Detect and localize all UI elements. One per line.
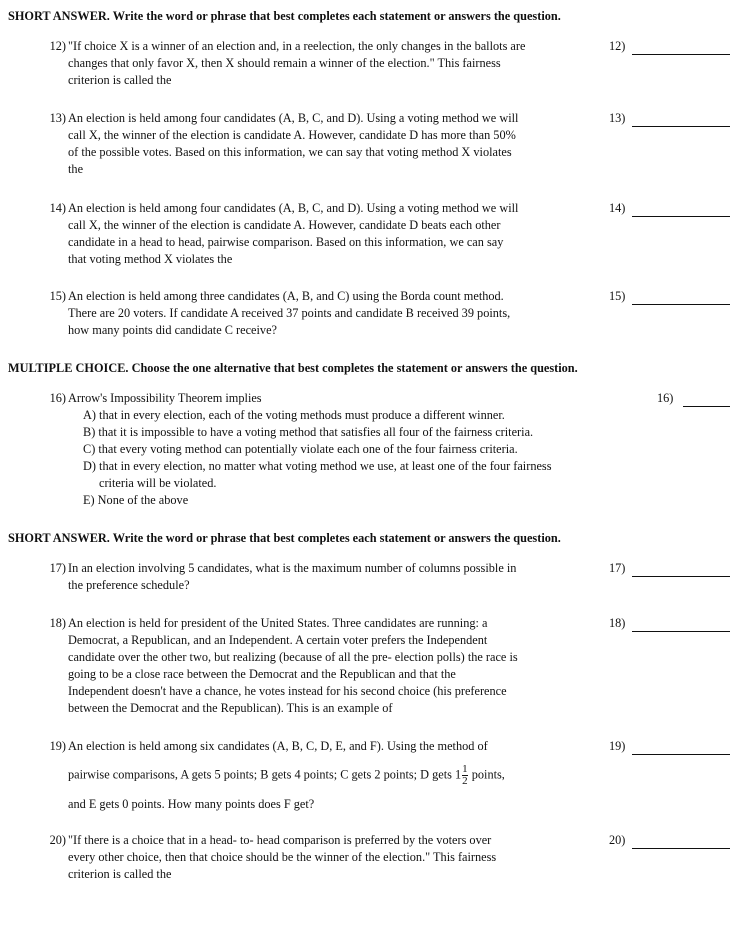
option-d-continued: criteria will be violated. (99, 476, 217, 490)
section-heading-short-answer-2: SHORT ANSWER. Write the word or phrase that best completes each statement or answers the question. (8, 531, 561, 545)
answer-blank[interactable] (632, 54, 730, 55)
question-line: changes that only favor X, then X should remain a winner of the election." This fairness (68, 56, 501, 70)
question-text (68, 832, 598, 883)
question-line: An election is held among four candidates (A, B, C, and D). Using a voting method we will (68, 111, 519, 125)
question-line: that voting method X violates the (68, 252, 233, 266)
question-stem: Arrow's Impossibility Theorem implies (68, 391, 262, 405)
question-number: 14) (49, 201, 66, 215)
answer-blank[interactable] (632, 576, 730, 577)
question-line-with-fraction (68, 764, 598, 787)
question-line: criterion is called the (68, 73, 172, 87)
answer-label: 14) (609, 201, 626, 215)
question-line: the preference schedule? (68, 578, 190, 592)
question-line: the (68, 162, 84, 176)
question-text (68, 38, 598, 89)
question-line: how many points did candidate C receive? (68, 323, 277, 337)
question-line: Independent doesn't have a chance, he votes instead for his second choice (his preference (68, 684, 507, 698)
question-line: and E gets 0 points. How many points does F get? (68, 797, 315, 811)
question-line: An election is held among three candidates (A, B, and C) using the Borda count method. (68, 289, 504, 303)
question-number: 12) (49, 39, 66, 53)
question-text (68, 110, 598, 178)
question-line-part: pairwise comparisons, A gets 5 points; B gets 4 points; C gets 2 points; D gets 1 (68, 767, 462, 782)
answer-label: 16) (657, 391, 674, 405)
question-line: candidate over the other two, but realizing (because of all the pre- election polls) the race is (68, 650, 518, 664)
option-a[interactable]: A) that in every election, each of the voting methods must produce a different winner. (83, 408, 505, 422)
option-c[interactable]: C) that every voting method can potentially violate each one of the four fairness criteria. (83, 442, 518, 456)
answer-label: 18) (609, 616, 626, 630)
fraction-one-half (462, 764, 468, 787)
answer-label: 19) (609, 739, 626, 753)
answer-blank[interactable] (632, 754, 730, 755)
question-line: In an election involving 5 candidates, what is the maximum number of columns possible in (68, 561, 517, 575)
question-text (68, 288, 598, 339)
question-line: call X, the winner of the election is candidate A. However, candidate D has more than 50% (68, 128, 516, 142)
question-line: going to be a close race between the Democrat and the Republican and that the (68, 667, 456, 681)
question-number: 13) (49, 111, 66, 125)
section-heading-short-answer-1: SHORT ANSWER. Write the word or phrase that best completes each statement or answers the question. (8, 9, 561, 23)
answer-label: 12) (609, 39, 626, 53)
question-line: every other choice, then that choice should be the winner of the election." This fairness (68, 850, 497, 864)
answer-label: 17) (609, 561, 626, 575)
option-d[interactable]: D) that in every election, no matter what voting method we use, at least one of the four fairness (83, 459, 552, 473)
question-line: criterion is called the (68, 867, 172, 881)
fraction-numerator: 1 (462, 763, 468, 775)
question-line: candidate in a head to head, pairwise comparison. Based on this information, we can say (68, 235, 504, 249)
answer-blank[interactable] (683, 406, 730, 407)
answer-blank[interactable] (632, 631, 730, 632)
option-b[interactable]: B) that it is impossible to have a voting method that satisfies all four of the fairness criteria. (83, 425, 534, 439)
question-line: between the Democrat and the Republican). This is an example of (68, 701, 393, 715)
question-text (68, 738, 598, 813)
question-line: "If choice X is a winner of an election and, in a reelection, the only changes in the ballots are (68, 39, 526, 53)
question-line: There are 20 voters. If candidate A received 37 points and candidate B received 39 points, (68, 306, 511, 320)
answer-blank[interactable] (632, 304, 730, 305)
answer-label: 13) (609, 111, 626, 125)
answer-label: 20) (609, 833, 626, 847)
question-line: Democrat, a Republican, and an Independent. A certain voter prefers the Independent (68, 633, 488, 647)
question-number: 20) (49, 833, 66, 847)
question-line: of the possible votes. Based on this information, we can say that voting method X violates (68, 145, 512, 159)
question-number: 18) (49, 616, 66, 630)
question-number: 16) (49, 391, 66, 405)
question-line: An election is held for president of the United States. Three candidates are running: a (68, 616, 488, 630)
question-text (68, 560, 598, 594)
answer-label: 15) (609, 289, 626, 303)
answer-blank[interactable] (632, 216, 730, 217)
question-line: An election is held among six candidates (A, B, C, D, E, and F). Using the method of (68, 739, 488, 753)
answer-blank[interactable] (632, 848, 730, 849)
question-text (68, 200, 598, 268)
question-number: 19) (49, 739, 66, 753)
question-text (68, 615, 598, 717)
question-line: "If there is a choice that in a head- to- head comparison is preferred by the voters over (68, 833, 492, 847)
question-line: An election is held among four candidates (A, B, C, and D). Using a voting method we will (68, 201, 519, 215)
option-e[interactable]: E) None of the above (83, 493, 189, 507)
question-number: 15) (49, 289, 66, 303)
answer-blank[interactable] (632, 126, 730, 127)
question-number: 17) (49, 561, 66, 575)
question-line-part: points, (468, 767, 505, 782)
fraction-denominator: 2 (462, 775, 468, 787)
section-heading-multiple-choice: MULTIPLE CHOICE. Choose the one alternative that best completes the statement or answers the question. (8, 361, 578, 375)
question-line: call X, the winner of the election is candidate A. However, candidate D beats each other (68, 218, 501, 232)
